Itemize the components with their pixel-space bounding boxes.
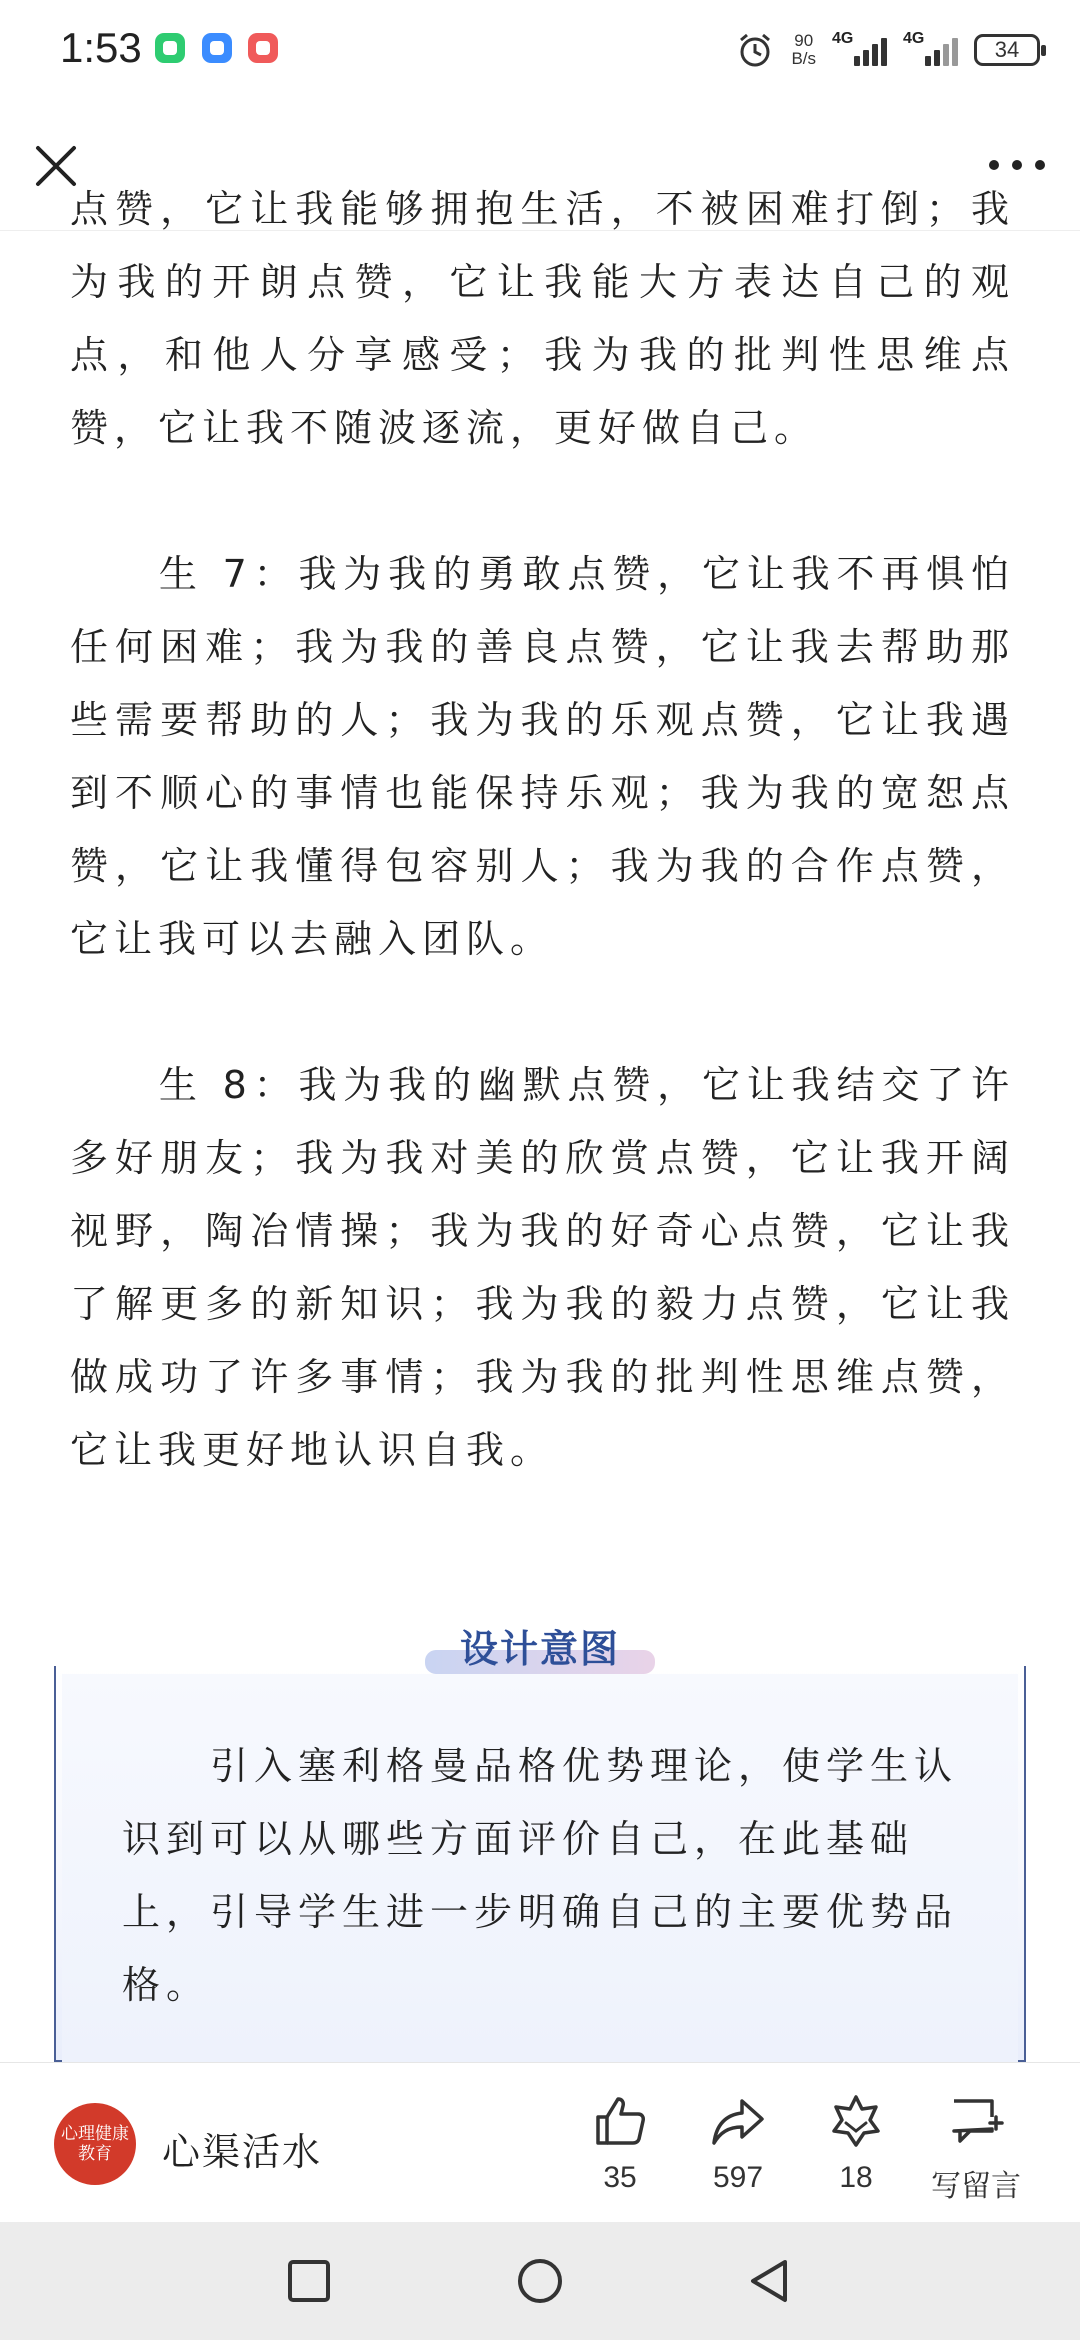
alarm-icon bbox=[735, 30, 775, 70]
thumbs-up-icon bbox=[592, 2093, 648, 2149]
status-indicators bbox=[735, 22, 1040, 78]
back-icon[interactable] bbox=[745, 2256, 795, 2306]
article-paragraph: 生 7：我为我的勇敢点赞，它让我不再惧怕任何困难；我为我的善良点赞，它让我去帮助那些需要帮助的人；我为我的乐观点赞，它让我遇到不顺心的事情也能保持乐观；我为我的宽恕点赞，它让我懂得包容别人；我为我的合作点赞，它让我可以去融入团队。 bbox=[70, 552, 1015, 961]
article-body bbox=[70, 173, 1015, 1487]
comment-add-icon bbox=[948, 2093, 1004, 2149]
network-speed: 90 B/s bbox=[791, 31, 816, 68]
signal-strength-icon: 4G bbox=[903, 34, 958, 66]
account-name[interactable]: 心渠活水 bbox=[162, 2130, 323, 2174]
system-navigation-bar bbox=[0, 2222, 1080, 2340]
design-intent-header bbox=[0, 1618, 1080, 1698]
comment-button[interactable] bbox=[916, 2093, 1036, 2205]
status-bar bbox=[0, 0, 1080, 100]
favorite-count: 18 bbox=[839, 2161, 873, 2194]
favorite-button[interactable] bbox=[796, 2093, 916, 2195]
like-count: 35 bbox=[603, 2161, 637, 2194]
article-paragraph: 生 8：我为我的幽默点赞，它让我结交了许多好朋友；我为我对美的欣赏点赞，它让我开阔视野，陶冶情操；我为我的好奇心点赞，它让我了解更多的新知识；我为我的毅力点赞，它让我做成功了许多事情；我为我的批判性思维点赞，它让我更好地认识自我。 bbox=[70, 1063, 1015, 1472]
home-icon[interactable] bbox=[515, 2256, 565, 2306]
bottom-action-bar bbox=[0, 2062, 1080, 2223]
battery-icon: 34 bbox=[974, 34, 1040, 66]
recent-apps-icon[interactable] bbox=[284, 2256, 334, 2306]
design-intent-title: 设计意图 bbox=[459, 1627, 621, 1671]
article-paragraph: 点赞，它让我能够拥抱生活，不被困难打倒；我为我的开朗点赞，它让我能大方表达自己的观点，和他人分享感受；我为我的批判性思维点赞，它让我不随波逐流，更好做自己。 bbox=[70, 187, 1015, 450]
status-time: 1:53 bbox=[60, 24, 142, 71]
comment-label: 写留言 bbox=[931, 2170, 1021, 2203]
account-logo[interactable]: 心理健康教育 bbox=[54, 2103, 136, 2185]
notification-app-icon bbox=[248, 33, 278, 63]
like-button[interactable] bbox=[560, 2093, 680, 2195]
notification-app-icon bbox=[202, 33, 232, 63]
favorite-icon bbox=[828, 2093, 884, 2149]
share-count: 597 bbox=[712, 2161, 764, 2194]
design-intent-text: 引入塞利格曼品格优势理论，使学生认识到可以从哪些方面评价自己，在此基础上，引导学生进一步明确自己的主要优势品格。 bbox=[122, 1744, 959, 2007]
signal-strength-icon: 4G bbox=[832, 34, 887, 66]
share-button[interactable] bbox=[678, 2093, 798, 2195]
notification-app-icon bbox=[155, 33, 185, 63]
share-icon bbox=[710, 2093, 766, 2149]
